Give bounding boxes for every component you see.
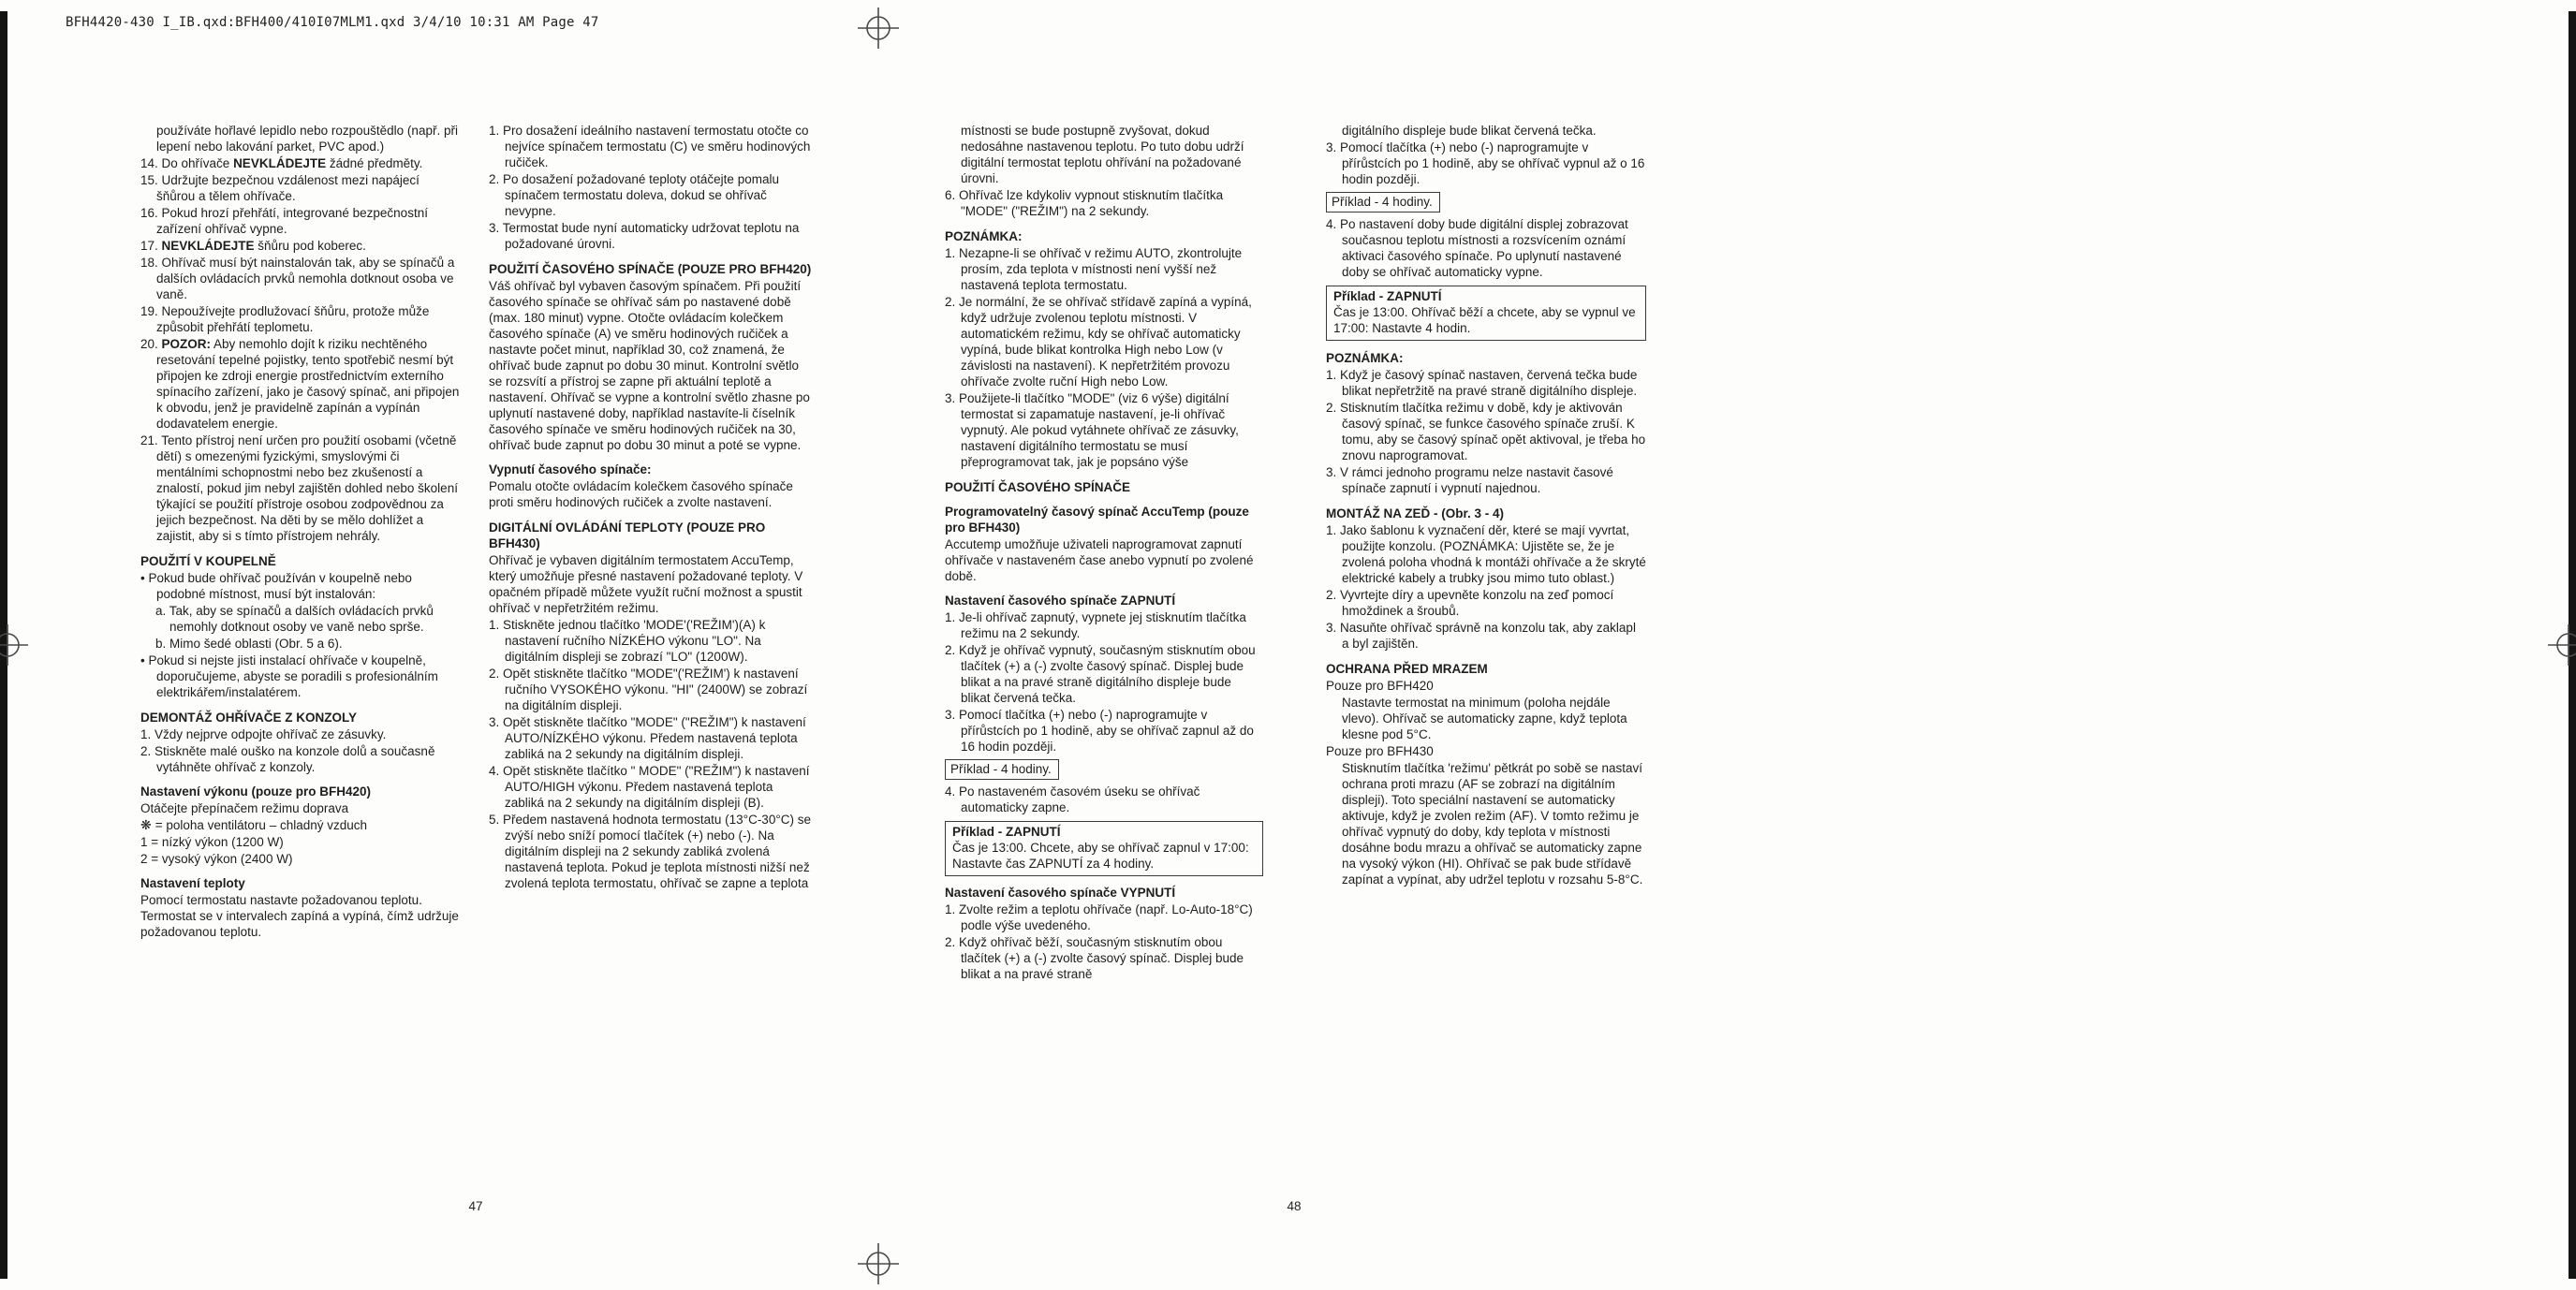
text-run: 2. Opět stiskněte tlačítko "MODE"('REŽIM') k nastavení ručního VYSOKÉHO výkonu. "HI" (2400W) se zobrazí na digitálním displeji.: [489, 667, 808, 712]
text-run: šňůru pod koberec.: [254, 239, 366, 253]
text-run: 16. Pokud hrozí přehřátí, integrované bezpečnostní zařízení ohřívač vypne.: [140, 206, 428, 236]
list-item: [140, 172, 461, 204]
list-item: [945, 934, 1263, 982]
text-run: 1. Jako šablonu k vyznačení děr, které se mají vyvrtat, použijte konzolu. (POZNÁMKA: Ujistěte se, že je zvolená poloha vhodná k montáži ohřívače a že skryté elektrické kabely a trubky jsou mimo tuto oblast.): [1326, 523, 1646, 585]
text-run: Accutemp umožňuje uživateli naprogramovat zapnutí ohřívače v nastaveném čase anebo vypnutí po zvolené době.: [945, 537, 1254, 583]
list-item: [945, 609, 1263, 641]
list-item: [945, 294, 1263, 389]
list-item: [1326, 620, 1646, 652]
page-number-left: 47: [468, 1199, 483, 1213]
text-run: NEVKLÁDEJTE: [161, 239, 255, 253]
list-item: [489, 123, 813, 170]
text-run: 2. Stisknutím tlačítka režimu v době, kdy je aktivován časový spínač, se funkce časového spínače zruší. K tomu, aby se časový spínač opět aktivoval, je třeba ho znovu naprogramovat.: [1326, 401, 1646, 462]
list-item: [945, 245, 1263, 293]
example-box-text: [1333, 304, 1639, 336]
text-run: DIGITÁLNÍ OVLÁDÁNÍ TEPLOTY (POUZE PRO BFH430): [489, 520, 766, 550]
subsection-heading: [489, 462, 813, 477]
registration-mark-icon: [0, 624, 28, 666]
text-run: 1. Vždy nejprve odpojte ohřívač ze zásuvky.: [140, 727, 387, 741]
text-run: POZNÁMKA:: [1326, 351, 1404, 365]
list-item: [1326, 464, 1646, 496]
text-run: 1 = nízký výkon (1200 W): [140, 835, 284, 849]
text-run: 1. Stiskněte jednou tlačítko 'MODE'('REŽIM')(A) k nastavení ručního NÍZKÉHO výkonu "LO". Na digitálním displeji se zobrazí "LO" (1200W).: [489, 618, 766, 664]
paragraph: [140, 817, 461, 833]
text-run: Pouze pro BFH420: [1326, 679, 1434, 693]
text-run: Pouze pro BFH430: [1326, 744, 1434, 758]
list-item: [945, 784, 1263, 815]
list-item: [140, 155, 461, 171]
list-item: [945, 902, 1263, 933]
text-column-4: [1326, 123, 1646, 888]
text-run: 17.: [140, 239, 162, 253]
text-run: 3. Pomocí tlačítka (+) nebo (-) naprogramujte v přírůstcích po 1 hodině, aby se ohřívač zapnul až do 16 hodin později.: [945, 708, 1254, 754]
text-run: 3. Použijete-li tlačítko "MODE" (viz 6 výše) digitální termostat si zapamatuje nastavení, je-li ohřívač vypnutý. Ale pokud vytáhnete ohřívač ze zásuvky, nastavení digitálního termostatu se musí přeprogramovat tak, jak je popsáno výše: [945, 391, 1239, 469]
text-run: Otáčejte přepínačem režimu doprava: [140, 801, 349, 815]
paragraph: [489, 278, 813, 453]
text-column-2: [489, 123, 813, 892]
list-item: [489, 763, 813, 811]
text-run: = poloha ventilátoru – chladný vzduch: [155, 818, 368, 832]
list-item: [140, 303, 461, 335]
text-run: Čas je 13:00. Chcete, aby se ohřívač zapnul v 17:00: Nastavte čas ZAPNUTÍ za 4 hodiny.: [952, 841, 1249, 871]
text-run: a. Tak, aby se spínačů a dalších ovládacích prvků nemohly dotknout osoby ve vaně nebo sprše.: [155, 604, 434, 634]
section-heading: [489, 261, 813, 277]
text-run: Nastavení teploty: [140, 876, 245, 890]
text-run: používáte hořlavé lepidlo nebo rozpouštědlo (např. při lepení nebo lakování parket, PVC apod.): [156, 124, 458, 154]
text-run: OCHRANA PŘED MRAZEM: [1326, 662, 1488, 676]
text-run: Příklad - 4 hodiny.: [950, 762, 1052, 776]
list-item: [945, 707, 1263, 755]
list-item: [945, 642, 1263, 706]
text-run: 20.: [140, 337, 162, 351]
subsection-heading: [140, 875, 461, 891]
list-item: [489, 666, 813, 713]
registration-mark-icon: [2548, 624, 2576, 666]
example-box: [945, 821, 1263, 876]
list-item: [489, 171, 813, 219]
text-run: Pomocí termostatu nastavte požadovanou teplotu. Termostat se v intervalech zapíná a vypíná, čímž udržuje požadovanou teplotu.: [140, 893, 459, 939]
text-run: POUŽITÍ V KOUPELNĚ: [140, 554, 276, 568]
text-run: Příklad - ZAPNUTÍ: [1333, 289, 1442, 303]
list-item: [140, 726, 461, 742]
example-box: [1326, 286, 1646, 341]
text-run: Příklad - 4 hodiny.: [1332, 195, 1433, 209]
paragraph: [140, 851, 461, 867]
paragraph-continuation: [1326, 695, 1646, 742]
text-run: Nastavení časového spínače VYPNUTÍ: [945, 886, 1176, 900]
registration-mark-icon: [858, 7, 899, 49]
registration-mark-icon: [858, 1243, 899, 1284]
text-run: Stisknutím tlačítka 'režimu' pětkrát po sobě se nastaví ochrana proti mrazu (AF se zobrazí na digitálním displeji). Toto speciální nastavení se automaticky aktivuje, když je zvolen režim (AF). V tomto režimu je ohřívač vypnutý do doby, kdy teplota v místnosti dosáhne bodu mrazu a ohřívač se automaticky zapne na vysoký výkon (HI). Ohřívač se pak bude střídavě zapínat a vypínat, aby udržel teplotu v rozsahu 5-8°C.: [1342, 761, 1643, 887]
text-run: digitálního displeje bude blikat červená tečka.: [1342, 124, 1597, 138]
text-run: 3. Termostat bude nyní automaticky udržovat teplotu na požadované úrovni.: [489, 221, 800, 251]
text-run: 2. Když ohřívač běží, současným stisknutím obou tlačítek (+) a (-) zvolte časový spínač. Displej bude blikat a na pravé straně: [945, 935, 1244, 981]
text-run: Programovatelný časový spínač AccuTemp (pouze pro BFH430): [945, 505, 1249, 535]
paragraph: [489, 478, 813, 510]
text-run: POUŽITÍ ČASOVÉHO SPÍNAČE: [945, 480, 1131, 494]
section-heading: [140, 553, 461, 569]
list-item: [140, 652, 461, 700]
text-run: Nastavení časového spínače ZAPNUTÍ: [945, 594, 1176, 608]
list-item: [1326, 216, 1646, 280]
text-run: 1. Je-li ohřívač zapnutý, vypnete jej stisknutím tlačítka režimu na 2 sekundy.: [945, 610, 1246, 640]
text-run: 2. Stiskněte malé ouško na konzole dolů a současně vytáhněte ohřívač z konzoly.: [140, 744, 435, 774]
list-item: [945, 187, 1263, 219]
section-heading: [1326, 661, 1646, 677]
paragraph: [140, 834, 461, 850]
text-run: Ohřívač je vybaven digitálním termostatem AccuTemp, který umožňuje přesné nastavení požadované teploty. V opačném případě můžete využít ruční možnost a spustit ohřívač v nepřetržitém režimu.: [489, 553, 803, 615]
paragraph: [945, 536, 1263, 584]
text-run: 3. V rámci jednoho programu nelze nastavit časové spínače zapnutí i vypnutí najednou.: [1326, 465, 1613, 495]
paragraph: [1326, 743, 1646, 759]
text-run: • Pokud bude ohřívač používán v koupelně nebo podobné místnost, musí být instalován:: [140, 571, 412, 601]
text-run: 4. Po nastavení doby bude digitální displej zobrazovat současnou teplotu místnosti a rozsvícením oznámí aktivaci časového spínače. Po uplynutí nastavené doby se ohřívač automaticky vypne.: [1326, 217, 1628, 279]
list-item: [1326, 522, 1646, 586]
paragraph: [140, 800, 461, 816]
text-run: Pomalu otočte ovládacím kolečkem časového spínače proti směru hodinových ručiček a zvolte nastavení.: [489, 479, 793, 509]
subsection-heading: [945, 504, 1263, 535]
text-run: POZOR:: [161, 337, 212, 351]
list-item: [140, 432, 461, 544]
paragraph: [1326, 678, 1646, 694]
list-item: [140, 205, 461, 237]
list-item: [489, 714, 813, 762]
paragraph-continuation: [1326, 760, 1646, 887]
section-heading: [945, 228, 1263, 244]
text-run: • Pokud si nejste jisti instalací ohřívače v koupelně, doporučujeme, abyste se poradili s profesionálním elektrikářem/instalatérem.: [140, 653, 438, 699]
text-run: 1. Pro dosažení ideálního nastavení termostatu otočte co nejvíce spínačem termostatu (C) ve směru hodinových ručiček.: [489, 124, 811, 169]
subsection-heading: [945, 885, 1263, 901]
text-run: 4. Opět stiskněte tlačítko " MODE" ("REŽIM") k nastavení AUTO/HIGH výkonu. Předem nastavená teplota zabliká na 2 sekundy na digitálním displeji (B).: [489, 764, 810, 810]
list-item: [489, 812, 813, 891]
text-run: Čas je 13:00. Ohřívač běží a chcete, aby se vypnul ve 17:00: Nastavte 4 hodin.: [1333, 305, 1636, 335]
paragraph-continuation: [1326, 123, 1646, 139]
list-item: [140, 570, 461, 602]
example-box-title: [952, 824, 1256, 840]
text-run: 6. Ohřívač lze kdykoliv vypnout stisknutím tlačítka "MODE" ("REŽIM") na 2 sekundy.: [945, 188, 1224, 218]
text-run: 3. Nasuňte ohřívač správně na konzolu tak, aby zaklapl a byl zajištěn.: [1326, 621, 1636, 651]
list-item: [489, 220, 813, 252]
subsection-heading: [140, 784, 461, 799]
text-run: Příklad - ZAPNUTÍ: [952, 825, 1061, 839]
section-heading: [1326, 350, 1646, 366]
list-item: [1326, 400, 1646, 463]
text-run: Nastavení výkonu (pouze pro BFH420): [140, 784, 372, 799]
list-item: [1326, 367, 1646, 399]
section-heading: [945, 479, 1263, 495]
print-slug-line: BFH4420-430 I_IB.qxd:BFH400/410I07MLM1.qxd 3/4/10 10:31 AM Page 47: [66, 15, 599, 30]
sub-list-item: [155, 603, 461, 635]
text-run: 5. Předem nastavená hodnota termostatu (13°C-30°C) se zvýší nebo sníží pomocí tlačítek (+) nebo (-). Na digitálním displeji na 2 sekundy zabliká zvolená nastavená teplota. Pokud je teplota místnosti nižší než zvolená teplota termostatu, ohřívač se zapne a teplota: [489, 813, 811, 890]
list-item: [1326, 139, 1646, 187]
text-run: 1. Když je časový spínač nastaven, červená tečka bude blikat nepřetržitě na pravé straně digitálního displeje.: [1326, 368, 1638, 398]
section-heading: [489, 520, 813, 551]
text-run: 2 = vysoký výkon (2400 W): [140, 852, 293, 866]
text-run: Nastavte termostat na minimum (poloha nejdále vlevo). Ohřívač se automaticky zapne, když teplota klesne pod 5°C.: [1342, 696, 1627, 741]
text-run: místnosti se bude postupně zvyšovat, dokud nedosáhne nastavenou teplotu. Po tuto dobu udrží digitální termostat teplotu ohřívání na požadované úrovni.: [961, 124, 1244, 185]
paragraph-continuation: [140, 123, 461, 154]
text-run: 1. Zvolte režim a teplotu ohřívače (např. Lo-Auto-18°C) podle výše uvedeného.: [945, 902, 1253, 932]
text-run: b. Mimo šedé oblasti (Obr. 5 a 6).: [155, 637, 343, 651]
text-run: 3. Pomocí tlačítka (+) nebo (-) naprogramujte v přírůstcích po 1 hodině, aby se ohřívač vypnul až o 16 hodin později.: [1326, 140, 1645, 186]
text-run: Váš ohřívač byl vybaven časovým spínačem. Při použití časového spínače se ohřívač sám po nastavené době (max. 180 minut) vypne. Otočte ovládacím kolečkem časového spínače (A) ve směru hodinových ručiček a nastavte počet minut, například 30, což znamená, že ohřívač bude zapnut po dobu 30 minut. Kontrolní světlo se rozsvítí a přístroj se zapne při aktuální teplotě a nastavení. Ohřívač se vypne a kontrolní světlo zhasne po uplynutí nastavené doby, například nastavíte-li číselník časového spínače ve směru hodinových ručiček na 30, ohřívač bude zapnut po dobu 30 minut a poté se vypne.: [489, 279, 810, 452]
text-run: 4. Po nastaveném časovém úseku se ohřívač automaticky zapne.: [945, 784, 1200, 814]
list-item: [489, 617, 813, 665]
text-run: Vypnutí časového spínače:: [489, 462, 652, 476]
text-run: 2. Vyvrtejte díry a upevněte konzolu na zeď pomocí hmoždinek a šroubů.: [1326, 588, 1614, 618]
paragraph: [489, 552, 813, 616]
list-item: [140, 743, 461, 775]
example-box: [945, 759, 1059, 780]
section-heading: [140, 710, 461, 726]
sub-list-item: [155, 636, 461, 652]
text-run: 2. Když je ohřívač vypnutý, současným stisknutím obou tlačítek (+) a (-) zvolte časový spínač. Displej bude blikat a na pravé straně digitálního displeje bude blikat červená tečka.: [945, 643, 1256, 705]
text-run: 2. Po dosažení požadované teploty otáčejte pomalu spínačem termostatu doleva, dokud se ohřívač nevypne.: [489, 172, 779, 218]
paragraph-continuation: [945, 123, 1263, 186]
page-number-right: 48: [1287, 1199, 1302, 1213]
text-run: NEVKLÁDEJTE: [233, 156, 327, 170]
section-heading: [1326, 506, 1646, 521]
text-run: 14. Do ohřívače: [140, 156, 234, 170]
text-run: 15. Udržujte bezpečnou vzdálenost mezi napájecí šňůrou a tělem ohřívače.: [140, 173, 420, 203]
example-box-text: [952, 840, 1256, 872]
text-run: 19. Nepoužívejte prodlužovací šňůru, protože může způsobit přehřátí teplometu.: [140, 304, 430, 334]
list-item: [1326, 587, 1646, 619]
list-item: [945, 390, 1263, 470]
list-item: [140, 336, 461, 432]
text-run: POUŽITÍ ČASOVÉHO SPÍNAČE (POUZE PRO BFH420): [489, 262, 812, 276]
text-column-1: [140, 123, 461, 941]
subsection-heading: [945, 593, 1263, 608]
text-run: 21. Tento přístroj není určen pro použití osobami (včetně dětí) s omezenými fyzickými, smyslovými či mentálními schopnostmi nebo bez zkušeností a znalostí, pokud jim nebyl zajištěn dohled nebo školení týkající se použití přístroje osobou zodpovědnou za jejich bezpečnost. Na děti by se mělo dohlížet a zajistit, aby si s tímto přístrojem nehrály.: [140, 433, 458, 543]
text-run: Aby nemohlo dojít k riziku nechtěného resetování tepelné pojistky, tento spotřebič nesmí být připojen ke zdroji energie prostřednictvím externího spínacího zařízení, jako je časový spínač, ani připojen k obvodu, jenž je pravidelně zapínán a vypínán dodavatelem energie.: [156, 337, 460, 431]
list-item: [140, 255, 461, 302]
text-run: 1. Nezapne-li se ohřívač v režimu AUTO, zkontrolujte prosím, zda teplota v místnosti není vyšší než nastavená teplota termostatu.: [945, 246, 1243, 292]
paragraph: [140, 892, 461, 940]
example-box: [1326, 192, 1440, 213]
text-run: 2. Je normální, že se ohřívač střídavě zapíná a vypíná, když udržuje zvolenou teplotu místnosti. V automatickém režimu, kdy se ohřívač automaticky vypíná, bude blikat kontrolka High nebo Low (v závislosti na nastavení). K nepřetržitém provozu ohřívače zvolte ruční High nebo Low.: [945, 295, 1252, 388]
example-box-title: [1333, 288, 1639, 304]
list-item: [140, 238, 461, 254]
text-run: DEMONTÁŽ OHŘÍVAČE Z KONZOLY: [140, 711, 358, 725]
text-run: POZNÁMKA:: [945, 229, 1023, 243]
text-run: žádné předměty.: [326, 156, 423, 170]
text-run: MONTÁŽ NA ZEĎ - (Obr. 3 - 4): [1326, 506, 1504, 520]
text-column-3: [945, 123, 1263, 983]
text-run: 3. Opět stiskněte tlačítko "MODE" ("REŽIM") k nastavení AUTO/NÍZKÉHO výkonu. Předem nastavená teplota zabliká na 2 sekundy na digitálním displeji.: [489, 715, 806, 761]
fan-icon: ❋: [140, 817, 152, 832]
text-run: 18. Ohřívač musí být nainstalován tak, aby se spínačů a dalších ovládacích prvků nemohla dotknout osoba ve vaně.: [140, 256, 455, 301]
